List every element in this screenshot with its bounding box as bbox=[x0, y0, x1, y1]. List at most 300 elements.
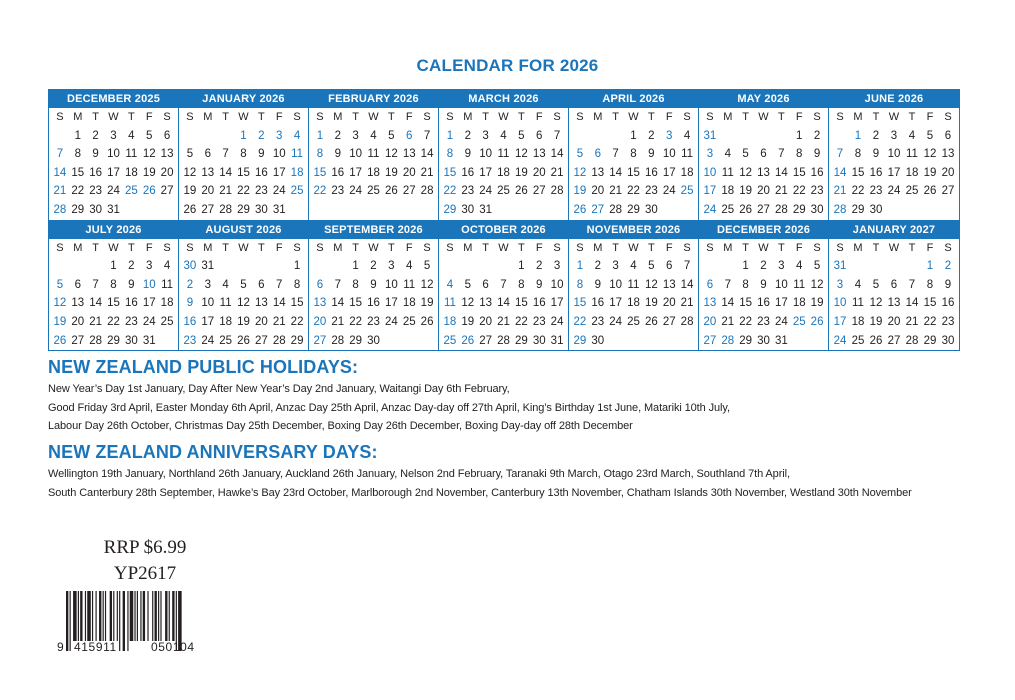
month-block bbox=[569, 90, 699, 221]
empty-day-cell bbox=[849, 257, 867, 276]
empty-day-cell bbox=[51, 127, 69, 146]
day-cell: 22 bbox=[443, 185, 457, 198]
day-cell: 18 bbox=[219, 315, 233, 328]
month-title: AUGUST 2026 bbox=[179, 221, 308, 239]
day-cell: 27 bbox=[887, 334, 901, 347]
weekday-label: S bbox=[56, 241, 64, 254]
day-cell: 7 bbox=[56, 148, 64, 161]
day-cell: 22 bbox=[71, 185, 85, 198]
day-cell: 6 bbox=[163, 129, 171, 142]
day-cell: 5 bbox=[742, 148, 749, 161]
day-cell: 24 bbox=[703, 203, 717, 216]
day-cell: 19 bbox=[384, 166, 398, 179]
day-cell: 29 bbox=[349, 334, 363, 347]
barcode-bar bbox=[105, 591, 106, 641]
day-cell: 16 bbox=[810, 166, 824, 179]
day-cell: 1 bbox=[293, 260, 301, 273]
empty-day-cell bbox=[252, 257, 270, 276]
day-cell: 26 bbox=[142, 185, 156, 198]
day-cell: 4 bbox=[406, 260, 413, 273]
weekday-label: W bbox=[758, 111, 769, 123]
day-cell: 1 bbox=[74, 129, 81, 142]
day-cell: 31 bbox=[479, 203, 493, 216]
empty-day-cell bbox=[719, 257, 737, 276]
day-cell: 10 bbox=[201, 297, 215, 310]
day-cell: 3 bbox=[836, 278, 844, 291]
day-cell: 12 bbox=[384, 148, 398, 161]
weekday-label: T bbox=[92, 111, 99, 123]
barcode-bar bbox=[85, 591, 86, 641]
day-cell: 14 bbox=[680, 278, 694, 291]
day-cell: 25 bbox=[219, 334, 233, 347]
weekday-label: S bbox=[186, 241, 194, 254]
day-cell: 5 bbox=[648, 260, 655, 273]
day-cell: 22 bbox=[313, 185, 327, 198]
anniversary-days-line-1: Wellington 19th January, Northland 26th January, Auckland 26th January, Nelson 2nd February, Taranaki 9th March, Otago 23rd March, Southland 7th April, bbox=[48, 468, 790, 480]
weekday-label: M bbox=[853, 111, 863, 123]
day-cell: 22 bbox=[107, 315, 120, 328]
day-cell: 11 bbox=[906, 148, 918, 161]
day-cell: 1 bbox=[576, 260, 584, 273]
day-cell: 2 bbox=[258, 129, 265, 142]
day-cell: 3 bbox=[276, 129, 283, 142]
weekday-label: W bbox=[498, 241, 509, 254]
day-cell: 23 bbox=[183, 334, 197, 347]
barcode-bar bbox=[73, 591, 77, 641]
day-cell: 6 bbox=[706, 278, 714, 291]
month-title: SEPTEMBER 2026 bbox=[309, 221, 438, 239]
weekday-label: T bbox=[352, 241, 359, 254]
day-cell: 15 bbox=[237, 166, 250, 179]
day-cell: 19 bbox=[923, 166, 937, 179]
weekday-label: S bbox=[553, 241, 561, 254]
barcode-bar bbox=[99, 591, 101, 641]
day-cell: 10 bbox=[142, 278, 156, 291]
day-cell: 23 bbox=[461, 185, 475, 198]
day-cell: 23 bbox=[89, 185, 103, 198]
day-cell: 23 bbox=[254, 185, 268, 198]
weekday-label: W bbox=[758, 241, 769, 254]
day-cell: 16 bbox=[89, 166, 103, 179]
day-cell: 31 bbox=[107, 203, 120, 216]
public-holidays-heading: NEW ZEALAND PUBLIC HOLIDAYS: bbox=[48, 357, 359, 377]
day-cell: 28 bbox=[609, 203, 623, 216]
barcode-bar bbox=[165, 591, 167, 641]
empty-day-cell bbox=[755, 127, 773, 146]
day-cell: 28 bbox=[833, 203, 847, 216]
empty-day-cell bbox=[270, 257, 288, 276]
day-cell: 24 bbox=[609, 315, 623, 328]
day-cell: 14 bbox=[721, 297, 735, 310]
weekday-label: T bbox=[517, 241, 525, 254]
day-cell: 10 bbox=[609, 278, 623, 291]
day-cell: 12 bbox=[923, 148, 937, 161]
day-cell: 11 bbox=[681, 148, 694, 161]
anniversary-days-heading: NEW ZEALAND ANNIVERSARY DAYS: bbox=[48, 442, 378, 462]
day-cell: 15 bbox=[739, 297, 753, 310]
day-cell: 21 bbox=[609, 185, 623, 198]
day-cell: 24 bbox=[479, 185, 493, 198]
day-cell: 19 bbox=[53, 315, 67, 328]
day-cell: 7 bbox=[683, 260, 691, 273]
day-cell: 31 bbox=[703, 129, 717, 142]
day-cell: 16 bbox=[331, 166, 345, 179]
day-cell: 8 bbox=[576, 278, 584, 291]
day-cell: 16 bbox=[461, 166, 475, 179]
day-cell: 20 bbox=[201, 185, 215, 198]
day-cell: 22 bbox=[290, 315, 304, 328]
month-title: FEBRUARY 2026 bbox=[309, 90, 438, 108]
day-cell: 4 bbox=[500, 129, 507, 142]
weekday-label: S bbox=[836, 111, 844, 123]
barcode-bar bbox=[169, 591, 170, 641]
weekday-label: M bbox=[593, 241, 603, 254]
month-title: NOVEMBER 2026 bbox=[569, 221, 698, 239]
day-cell: 25 bbox=[367, 185, 380, 198]
day-cell: 18 bbox=[627, 297, 640, 310]
day-cell: 3 bbox=[778, 260, 785, 273]
day-cell: 9 bbox=[186, 297, 194, 310]
day-cell: 2 bbox=[186, 278, 194, 291]
weekday-label: T bbox=[92, 241, 99, 254]
day-cell: 26 bbox=[384, 185, 398, 198]
day-cell: 11 bbox=[291, 148, 304, 161]
weekday-label: F bbox=[665, 111, 673, 123]
day-cell: 12 bbox=[461, 297, 475, 310]
day-cell: 29 bbox=[443, 203, 457, 216]
empty-day-cell bbox=[701, 257, 719, 276]
day-cell: 2 bbox=[813, 129, 821, 142]
day-cell: 14 bbox=[272, 297, 286, 310]
day-cell: 30 bbox=[461, 203, 475, 216]
day-cell: 9 bbox=[464, 148, 471, 161]
day-cell: 3 bbox=[110, 129, 117, 142]
weekday-label: S bbox=[163, 241, 171, 254]
day-cell: 4 bbox=[128, 129, 135, 142]
day-cell: 21 bbox=[905, 315, 919, 328]
day-cell: 30 bbox=[89, 203, 103, 216]
day-cell: 4 bbox=[163, 260, 171, 273]
weekday-label: S bbox=[293, 111, 301, 123]
day-cell: 13 bbox=[757, 166, 770, 179]
public-holidays-line-1: New Year’s Day 1st January, Day After New Year’s Day 2nd January, Waitangi Day 6th February, bbox=[48, 383, 510, 395]
day-cell: 31 bbox=[774, 334, 788, 347]
month-title: DECEMBER 2025 bbox=[49, 90, 178, 108]
day-cell: 10 bbox=[833, 297, 847, 310]
day-cell: 3 bbox=[146, 260, 153, 273]
day-cell: 26 bbox=[183, 203, 197, 216]
day-cell: 29 bbox=[290, 334, 304, 347]
day-cell: 15 bbox=[290, 297, 304, 310]
weekday-label: F bbox=[405, 111, 413, 123]
month-block bbox=[309, 221, 439, 351]
weekday-label: S bbox=[944, 241, 952, 254]
day-cell: 20 bbox=[703, 315, 717, 328]
weekday-label: M bbox=[73, 241, 83, 254]
day-cell: 25 bbox=[792, 315, 806, 328]
day-cell: 6 bbox=[316, 278, 324, 291]
day-cell: 31 bbox=[550, 334, 564, 347]
empty-day-cell bbox=[87, 257, 105, 276]
day-cell: 24 bbox=[272, 185, 286, 198]
day-cell: 23 bbox=[810, 185, 824, 198]
day-cell: 17 bbox=[774, 297, 788, 310]
day-cell: 1 bbox=[446, 129, 454, 142]
barcode-bar bbox=[155, 591, 157, 641]
day-cell: 15 bbox=[71, 166, 85, 179]
day-cell: 29 bbox=[514, 334, 528, 347]
month-title: JULY 2026 bbox=[49, 221, 178, 239]
month-days bbox=[309, 239, 438, 351]
barcode-bar bbox=[66, 591, 68, 651]
day-cell: 12 bbox=[183, 166, 197, 179]
weekday-label: W bbox=[888, 241, 900, 254]
day-cell: 6 bbox=[760, 148, 767, 161]
day-cell: 6 bbox=[406, 129, 413, 142]
day-cell: 14 bbox=[53, 166, 67, 179]
day-cell: 6 bbox=[258, 278, 265, 291]
day-cell: 9 bbox=[536, 278, 543, 291]
weekday-label: T bbox=[647, 111, 655, 123]
day-cell: 21 bbox=[721, 315, 735, 328]
day-cell: 15 bbox=[627, 166, 640, 179]
day-cell: 7 bbox=[836, 148, 844, 161]
weekday-label: T bbox=[742, 241, 749, 254]
weekday-label: S bbox=[683, 241, 691, 254]
day-cell: 4 bbox=[854, 278, 862, 291]
empty-day-cell bbox=[51, 257, 69, 276]
day-cell: 5 bbox=[813, 260, 821, 273]
day-cell: 24 bbox=[550, 315, 564, 328]
barcode-bar bbox=[80, 591, 82, 641]
day-cell: 19 bbox=[869, 315, 883, 328]
weekday-label: F bbox=[665, 241, 673, 254]
weekday-label: T bbox=[127, 111, 135, 123]
weekday-label: F bbox=[926, 241, 934, 254]
day-cell: 30 bbox=[644, 203, 658, 216]
day-cell: 2 bbox=[370, 260, 377, 273]
day-cell: 24 bbox=[384, 315, 398, 328]
month-block bbox=[829, 221, 959, 351]
weekday-label: M bbox=[333, 241, 343, 254]
weekday-label: M bbox=[853, 241, 863, 254]
weekday-label: S bbox=[163, 111, 171, 123]
empty-day-cell bbox=[589, 127, 607, 146]
day-cell: 7 bbox=[423, 129, 431, 142]
day-cell: 13 bbox=[941, 148, 955, 161]
weekday-label: W bbox=[238, 241, 249, 254]
empty-day-cell bbox=[772, 127, 790, 146]
day-cell: 30 bbox=[941, 334, 955, 347]
day-cell: 27 bbox=[757, 203, 770, 216]
day-cell: 23 bbox=[124, 315, 138, 328]
day-cell: 6 bbox=[482, 278, 489, 291]
day-cell: 10 bbox=[272, 148, 286, 161]
weekday-label: F bbox=[275, 111, 283, 123]
empty-day-cell bbox=[217, 257, 235, 276]
weekday-label: T bbox=[257, 241, 265, 254]
day-cell: 15 bbox=[443, 166, 457, 179]
day-cell: 7 bbox=[908, 278, 916, 291]
day-cell: 8 bbox=[926, 278, 934, 291]
day-cell: 10 bbox=[550, 278, 564, 291]
weekday-label: F bbox=[795, 111, 803, 123]
day-cell: 12 bbox=[142, 148, 156, 161]
day-cell: 2 bbox=[536, 260, 543, 273]
day-cell: 4 bbox=[293, 129, 301, 142]
month-days bbox=[49, 239, 178, 351]
day-cell: 21 bbox=[497, 315, 510, 328]
day-cell: 10 bbox=[107, 148, 120, 161]
day-cell: 1 bbox=[110, 260, 117, 273]
day-cell: 22 bbox=[851, 185, 865, 198]
day-cell: 6 bbox=[74, 278, 81, 291]
calendar-title: CALENDAR FOR 2026 bbox=[416, 56, 599, 75]
empty-day-cell bbox=[329, 257, 347, 276]
day-cell: 28 bbox=[774, 203, 788, 216]
weekday-label: W bbox=[628, 241, 639, 254]
weekday-label: F bbox=[795, 241, 803, 254]
day-cell: 5 bbox=[388, 129, 395, 142]
month-block bbox=[179, 90, 309, 221]
day-cell: 2 bbox=[648, 129, 655, 142]
day-cell: 23 bbox=[591, 315, 605, 328]
day-cell: 20 bbox=[313, 315, 327, 328]
month-block bbox=[439, 90, 569, 221]
weekday-label: S bbox=[446, 111, 454, 123]
day-cell: 25 bbox=[721, 203, 735, 216]
day-cell: 27 bbox=[201, 203, 215, 216]
day-cell: 10 bbox=[774, 278, 788, 291]
day-cell: 12 bbox=[237, 297, 250, 310]
weekday-label: T bbox=[127, 241, 135, 254]
day-cell: 1 bbox=[630, 129, 637, 142]
day-cell: 19 bbox=[142, 166, 156, 179]
day-cell: 28 bbox=[219, 203, 233, 216]
day-cell: 9 bbox=[334, 148, 341, 161]
barcode-bar bbox=[113, 591, 114, 641]
day-cell: 12 bbox=[739, 166, 753, 179]
weekday-label: M bbox=[333, 111, 343, 123]
day-cell: 27 bbox=[662, 315, 676, 328]
day-cell: 20 bbox=[71, 315, 85, 328]
day-cell: 31 bbox=[142, 334, 156, 347]
weekday-label: M bbox=[463, 241, 473, 254]
day-cell: 7 bbox=[500, 278, 507, 291]
day-cell: 5 bbox=[423, 260, 431, 273]
weekday-label: W bbox=[238, 111, 249, 123]
empty-day-cell bbox=[607, 127, 625, 146]
day-cell: 3 bbox=[890, 129, 898, 142]
day-cell: 10 bbox=[662, 148, 676, 161]
day-cell: 7 bbox=[92, 278, 99, 291]
day-cell: 4 bbox=[630, 260, 637, 273]
day-cell: 9 bbox=[648, 148, 655, 161]
day-cell: 14 bbox=[833, 166, 847, 179]
month-block bbox=[49, 221, 179, 351]
day-cell: 2 bbox=[128, 260, 135, 273]
day-cell: 3 bbox=[482, 129, 489, 142]
day-cell: 30 bbox=[757, 334, 770, 347]
day-cell: 11 bbox=[443, 297, 456, 310]
day-cell: 3 bbox=[553, 260, 561, 273]
day-cell: 15 bbox=[514, 297, 528, 310]
day-cell: 7 bbox=[553, 129, 561, 142]
barcode-bar bbox=[172, 591, 174, 641]
day-cell: 13 bbox=[254, 297, 268, 310]
day-cell: 13 bbox=[887, 297, 901, 310]
month-block bbox=[309, 90, 439, 221]
day-cell: 2 bbox=[944, 260, 952, 273]
day-cell: 7 bbox=[612, 148, 619, 161]
day-cell: 3 bbox=[352, 129, 359, 142]
empty-day-cell bbox=[885, 257, 903, 276]
day-cell: 21 bbox=[53, 185, 67, 198]
day-cell: 26 bbox=[810, 315, 824, 328]
weekday-label: F bbox=[145, 111, 153, 123]
day-cell: 22 bbox=[237, 185, 250, 198]
day-cell: 1 bbox=[926, 260, 934, 273]
day-cell: 8 bbox=[110, 278, 117, 291]
day-cell: 1 bbox=[352, 260, 359, 273]
weekday-label: S bbox=[836, 241, 844, 254]
day-cell: 18 bbox=[124, 166, 138, 179]
day-cell: 17 bbox=[662, 166, 676, 179]
day-cell: 10 bbox=[703, 166, 717, 179]
day-cell: 8 bbox=[630, 148, 637, 161]
month-days bbox=[829, 108, 959, 220]
day-cell: 18 bbox=[851, 315, 865, 328]
day-cell: 26 bbox=[514, 185, 528, 198]
empty-day-cell bbox=[571, 127, 589, 146]
day-cell: 16 bbox=[183, 315, 197, 328]
day-cell: 6 bbox=[944, 129, 952, 142]
day-cell: 5 bbox=[518, 129, 525, 142]
weekday-label: W bbox=[888, 111, 900, 123]
day-cell: 13 bbox=[201, 166, 215, 179]
day-cell: 4 bbox=[724, 148, 731, 161]
day-cell: 10 bbox=[887, 148, 901, 161]
month-block bbox=[569, 221, 699, 351]
day-cell: 28 bbox=[721, 334, 735, 347]
day-cell: 12 bbox=[644, 278, 658, 291]
day-cell: 19 bbox=[461, 315, 475, 328]
day-cell: 4 bbox=[222, 278, 229, 291]
day-cell: 24 bbox=[662, 185, 676, 198]
day-cell: 21 bbox=[219, 185, 233, 198]
day-cell: 17 bbox=[349, 166, 363, 179]
weekday-label: M bbox=[723, 241, 733, 254]
day-cell: 12 bbox=[53, 297, 67, 310]
day-cell: 17 bbox=[609, 297, 623, 310]
empty-day-cell bbox=[459, 257, 477, 276]
day-cell: 11 bbox=[721, 166, 734, 179]
day-cell: 14 bbox=[331, 297, 345, 310]
day-cell: 11 bbox=[793, 278, 806, 291]
day-cell: 12 bbox=[810, 278, 824, 291]
weekday-label: S bbox=[683, 111, 691, 123]
anniversary-days-line-2: South Canterbury 28th September, Hawke’s Bay 23rd October, Marlborough 2nd November, Canterbury 13th November, Chatham Islands 30th November, Westland 30th November bbox=[48, 487, 912, 499]
day-cell: 9 bbox=[760, 278, 767, 291]
weekday-label: S bbox=[423, 241, 431, 254]
day-cell: 29 bbox=[573, 334, 587, 347]
day-cell: 18 bbox=[367, 166, 380, 179]
day-cell: 25 bbox=[627, 315, 640, 328]
month-title: JUNE 2026 bbox=[829, 90, 959, 108]
day-cell: 14 bbox=[420, 148, 434, 161]
day-cell: 22 bbox=[349, 315, 363, 328]
day-cell: 22 bbox=[514, 315, 528, 328]
